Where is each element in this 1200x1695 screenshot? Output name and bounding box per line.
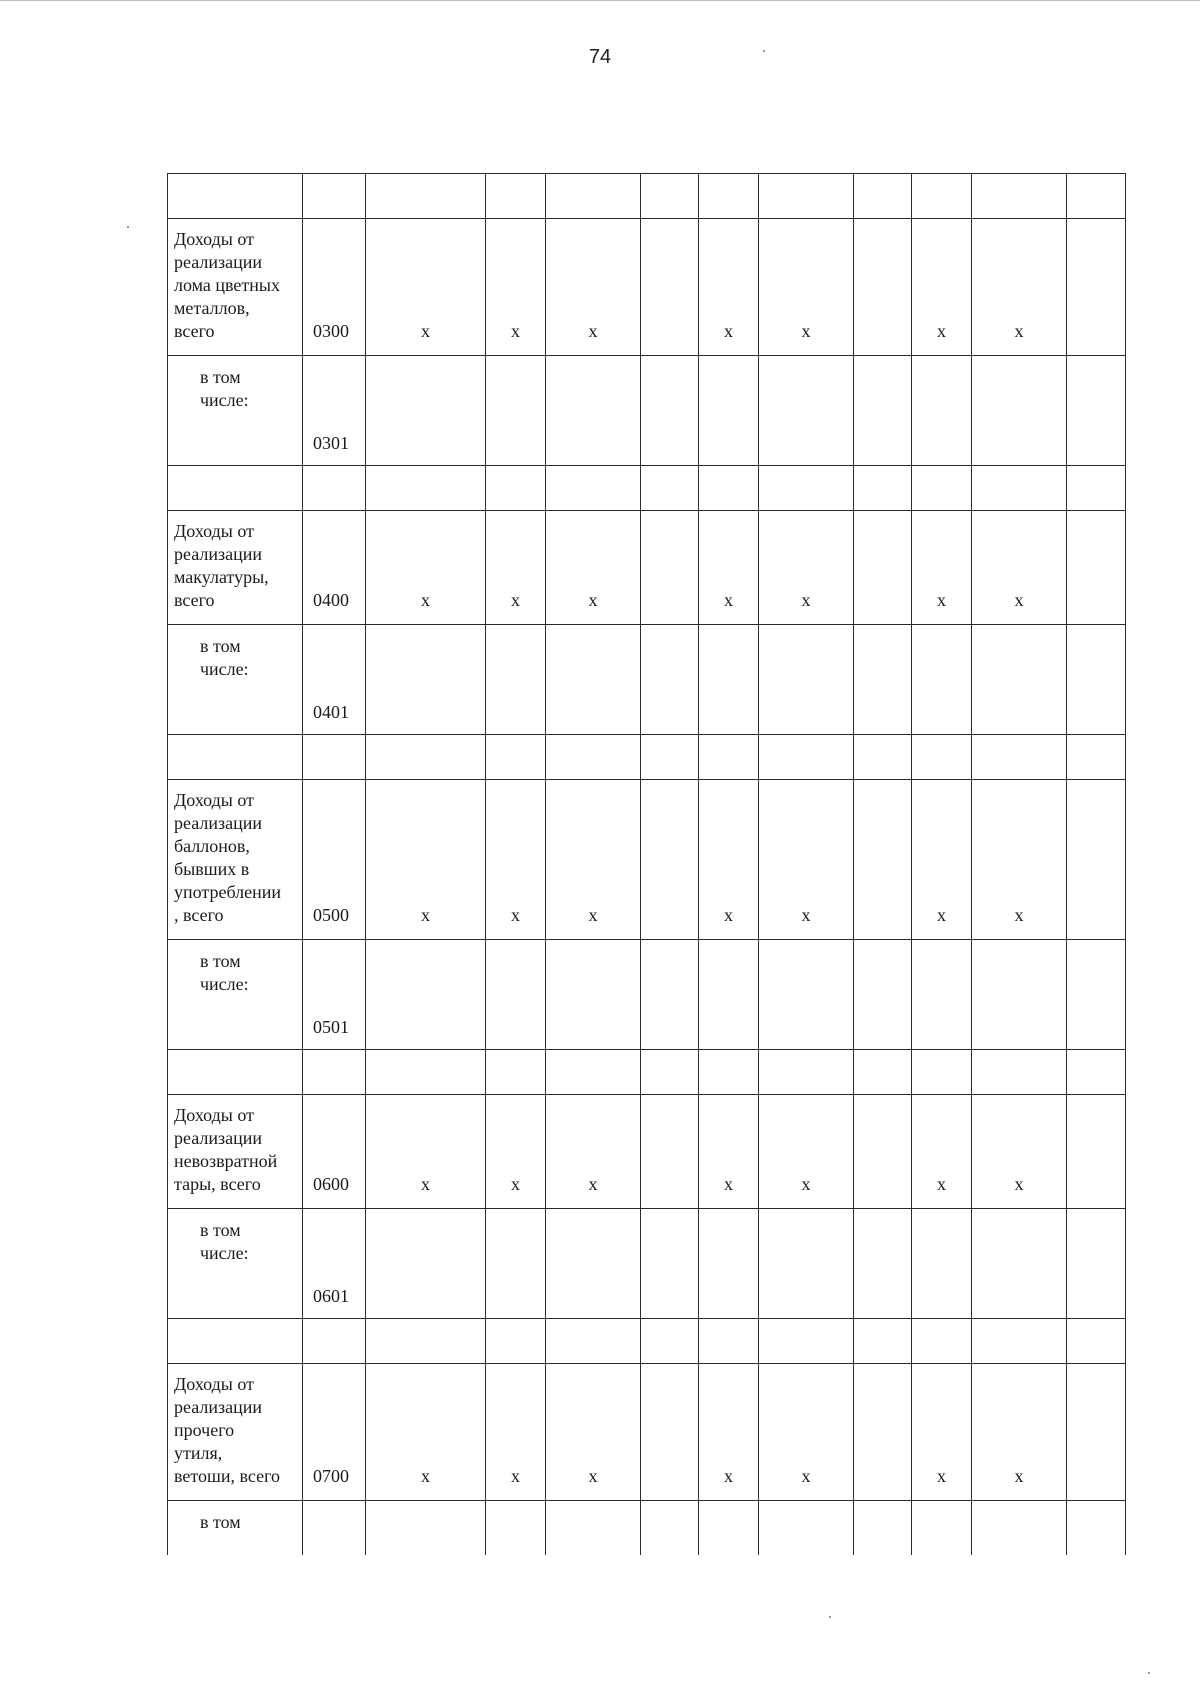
table-cell [1067, 1050, 1126, 1095]
cell-mark [854, 1095, 912, 1209]
table-cell [912, 1050, 972, 1095]
table-cell [912, 356, 972, 466]
page-number: 74 [588, 46, 612, 68]
table-cell [759, 174, 854, 219]
top-border-line [0, 0, 1200, 1]
table-cell [972, 466, 1067, 511]
cell-mark: x [486, 780, 546, 940]
table-cell [972, 1501, 1067, 1556]
table-cell [854, 625, 912, 735]
cell-mark [641, 1095, 699, 1209]
table-cell [759, 735, 854, 780]
table-cell [912, 625, 972, 735]
table-row-subtotal [168, 356, 1126, 466]
row-code: 0300 [303, 219, 366, 356]
cell-mark: x [366, 1095, 486, 1209]
row-sublabel: в том числе: [168, 625, 303, 735]
cell-mark [641, 1364, 699, 1501]
table-cell [366, 735, 486, 780]
table-cell [1067, 1209, 1126, 1319]
cell-mark: x [759, 511, 854, 625]
cell-mark: x [912, 1364, 972, 1501]
table-cell [759, 356, 854, 466]
row-sublabel: в том числе: [168, 356, 303, 466]
table-cell [699, 466, 759, 511]
table-cell [641, 625, 699, 735]
row-code: 0501 [303, 940, 366, 1050]
table-cell [366, 1319, 486, 1364]
cell-mark: x [366, 1364, 486, 1501]
table-cell [486, 356, 546, 466]
table-cell [912, 940, 972, 1050]
table-cell [759, 1501, 854, 1556]
table-cell [854, 1319, 912, 1364]
cell-mark: x [699, 1364, 759, 1501]
table-cell [546, 735, 641, 780]
table-cell [759, 1050, 854, 1095]
row-code: 0601 [303, 1209, 366, 1319]
table-cell [854, 1050, 912, 1095]
row-sublabel: в том числе: [168, 1209, 303, 1319]
cell-mark: x [486, 1364, 546, 1501]
table-cell [641, 466, 699, 511]
table-cell [699, 1209, 759, 1319]
table-cell [699, 1501, 759, 1556]
scan-speck [1148, 1672, 1150, 1674]
table-cell [546, 174, 641, 219]
row-label: Доходы от реализации баллонов, бывших в употреблении , всего [168, 780, 303, 940]
table-cell [912, 466, 972, 511]
cell-mark: x [546, 780, 641, 940]
table-spacer-row [168, 466, 1126, 511]
table-cell [366, 940, 486, 1050]
table-cell [854, 1209, 912, 1319]
table-row-subtotal [168, 940, 1126, 1050]
table-cell [303, 1050, 366, 1095]
table-cell [366, 1209, 486, 1319]
table-cell [486, 1319, 546, 1364]
cell-mark: x [972, 1095, 1067, 1209]
table-cell [303, 1319, 366, 1364]
table-cell [699, 940, 759, 1050]
cell-mark: x [972, 1364, 1067, 1501]
cell-mark [1067, 1095, 1126, 1209]
table-cell [854, 356, 912, 466]
table-cell [303, 466, 366, 511]
table-cell [366, 174, 486, 219]
table-cell [486, 1050, 546, 1095]
table-cell [854, 466, 912, 511]
table-cell [366, 356, 486, 466]
table-cell [854, 1501, 912, 1556]
cell-mark: x [912, 219, 972, 356]
table-cell [366, 466, 486, 511]
cell-mark: x [759, 1095, 854, 1209]
table-row-total [168, 1095, 1126, 1209]
table-cell [546, 625, 641, 735]
cell-mark: x [486, 1095, 546, 1209]
cell-mark: x [546, 1364, 641, 1501]
row-code: 0400 [303, 511, 366, 625]
row-label: Доходы от реализации невозвратной тары, всего [168, 1095, 303, 1209]
table-cell [546, 466, 641, 511]
scan-speck [763, 50, 765, 52]
table-cell [912, 735, 972, 780]
cell-mark: x [972, 780, 1067, 940]
table-cell [1067, 940, 1126, 1050]
scan-speck [829, 1616, 831, 1618]
cell-mark [854, 1364, 912, 1501]
table-cell [486, 735, 546, 780]
table-cell [854, 940, 912, 1050]
table-cell [1067, 735, 1126, 780]
cell-mark: x [366, 511, 486, 625]
cell-mark: x [972, 219, 1067, 356]
cell-mark: x [366, 219, 486, 356]
table-cell [641, 735, 699, 780]
cell-mark [1067, 219, 1126, 356]
table-row-total [168, 780, 1126, 940]
cell-mark: x [699, 1095, 759, 1209]
table-cell [366, 1501, 486, 1556]
table-cell [1067, 625, 1126, 735]
table-cell [854, 735, 912, 780]
cell-mark [1067, 780, 1126, 940]
table-cell [168, 1050, 303, 1095]
cell-mark [641, 219, 699, 356]
table-cell [168, 735, 303, 780]
row-label: Доходы от реализации лома цветных металлов, всего [168, 219, 303, 356]
table-cell [759, 1209, 854, 1319]
table-cell [486, 1209, 546, 1319]
table-cell [759, 466, 854, 511]
revenue-form-table [167, 173, 1126, 1555]
row-code: 0500 [303, 780, 366, 940]
row-sublabel: в том числе: [168, 940, 303, 1050]
table-cell [759, 625, 854, 735]
cell-mark: x [759, 780, 854, 940]
row-code: 0600 [303, 1095, 366, 1209]
table-cell [546, 1319, 641, 1364]
cell-mark [641, 511, 699, 625]
table-cell [759, 1319, 854, 1364]
table-cell [972, 735, 1067, 780]
cell-mark: x [912, 511, 972, 625]
table-cell [168, 466, 303, 511]
row-label: Доходы от реализации макулатуры, всего [168, 511, 303, 625]
row-code [303, 1501, 366, 1556]
table-cell [972, 1319, 1067, 1364]
table-row-subtotal [168, 1209, 1126, 1319]
table-cell [972, 356, 1067, 466]
table-cell [486, 1501, 546, 1556]
table-cell [972, 625, 1067, 735]
table-spacer-row [168, 735, 1126, 780]
cell-mark: x [546, 1095, 641, 1209]
table-cell [1067, 356, 1126, 466]
table-cell [912, 1319, 972, 1364]
table-cell [699, 625, 759, 735]
table-cell [699, 356, 759, 466]
cell-mark: x [486, 511, 546, 625]
table-row-subtotal [168, 1501, 1126, 1556]
table-cell [641, 1319, 699, 1364]
cell-mark: x [546, 219, 641, 356]
table-cell [303, 174, 366, 219]
cell-mark [1067, 511, 1126, 625]
table-cell [546, 940, 641, 1050]
table-cell [699, 735, 759, 780]
cell-mark [854, 219, 912, 356]
cell-mark: x [366, 780, 486, 940]
row-label: Доходы от реализации прочего утиля, ветоши, всего [168, 1364, 303, 1501]
cell-mark [641, 780, 699, 940]
row-code: 0401 [303, 625, 366, 735]
table-cell [759, 940, 854, 1050]
table-cell [972, 940, 1067, 1050]
table-cell [641, 1050, 699, 1095]
table-spacer-row [168, 1319, 1126, 1364]
cell-mark: x [699, 219, 759, 356]
table-cell [1067, 1319, 1126, 1364]
table-cell [366, 1050, 486, 1095]
table-cell [641, 940, 699, 1050]
table-cell [168, 174, 303, 219]
table-cell [912, 174, 972, 219]
table-row-total [168, 1364, 1126, 1501]
table-cell [912, 1501, 972, 1556]
row-code: 0301 [303, 356, 366, 466]
table-cell [486, 174, 546, 219]
cell-mark: x [972, 511, 1067, 625]
table-cell [699, 174, 759, 219]
scan-speck [127, 226, 129, 228]
table-cell [912, 1209, 972, 1319]
cell-mark: x [486, 219, 546, 356]
table-row-subtotal [168, 625, 1126, 735]
table-cell [699, 1319, 759, 1364]
table-cell [699, 1050, 759, 1095]
table-row-total [168, 219, 1126, 356]
table-cell [1067, 174, 1126, 219]
cell-mark [854, 780, 912, 940]
cell-mark [1067, 1364, 1126, 1501]
table-cell [546, 356, 641, 466]
table-cell [972, 1050, 1067, 1095]
table-cell [546, 1050, 641, 1095]
cell-mark: x [699, 511, 759, 625]
table-cell [366, 625, 486, 735]
table-row-total [168, 511, 1126, 625]
table-cell [972, 174, 1067, 219]
table-cell [546, 1501, 641, 1556]
table-cell [168, 1319, 303, 1364]
cell-mark: x [912, 780, 972, 940]
table-cell [486, 940, 546, 1050]
table-cell [486, 625, 546, 735]
row-sublabel: в том [168, 1501, 303, 1556]
table-cell [486, 466, 546, 511]
table-spacer-row [168, 174, 1126, 219]
table-cell [1067, 1501, 1126, 1556]
cell-mark: x [759, 219, 854, 356]
table-cell [641, 174, 699, 219]
table-cell [854, 174, 912, 219]
table-cell [641, 356, 699, 466]
row-code: 0700 [303, 1364, 366, 1501]
cell-mark: x [912, 1095, 972, 1209]
table-spacer-row [168, 1050, 1126, 1095]
cell-mark: x [699, 780, 759, 940]
table-cell [641, 1501, 699, 1556]
table-cell [972, 1209, 1067, 1319]
table-cell [303, 735, 366, 780]
table-cell [1067, 466, 1126, 511]
table-cell [641, 1209, 699, 1319]
table-cell [546, 1209, 641, 1319]
cell-mark: x [546, 511, 641, 625]
cell-mark [854, 511, 912, 625]
cell-mark: x [759, 1364, 854, 1501]
